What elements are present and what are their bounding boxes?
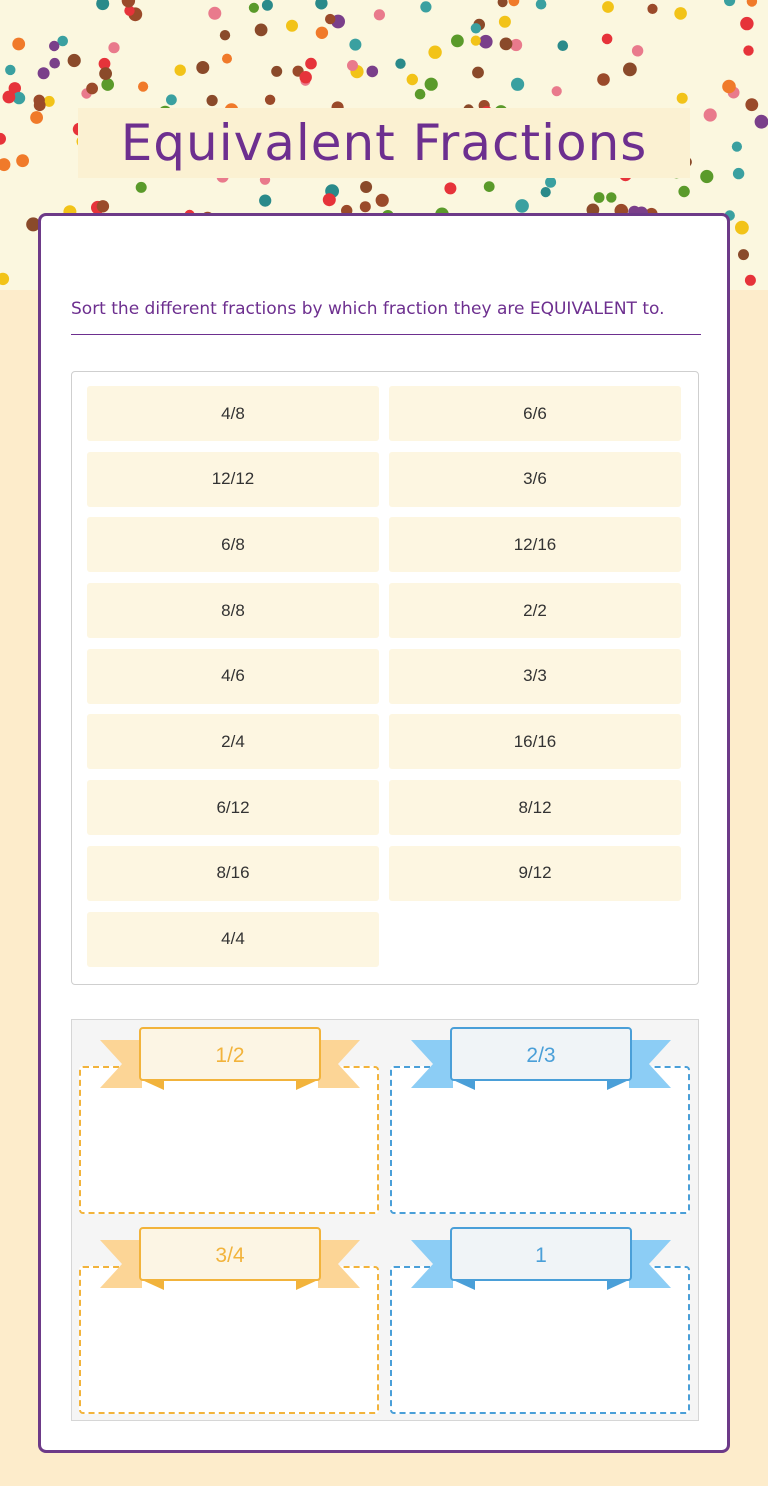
fraction-tile[interactable]: 9/12 bbox=[389, 846, 681, 901]
confetti-dot bbox=[138, 82, 148, 92]
confetti-dot bbox=[552, 86, 562, 96]
confetti-dot bbox=[262, 0, 273, 11]
confetti-dot bbox=[286, 20, 298, 32]
confetti-dot bbox=[471, 23, 481, 33]
confetti-dot bbox=[349, 39, 361, 51]
confetti-dot bbox=[99, 67, 112, 80]
confetti-dot bbox=[602, 34, 613, 45]
confetti-dot bbox=[122, 0, 135, 8]
confetti-dot bbox=[558, 40, 569, 51]
confetti-dot bbox=[722, 80, 736, 94]
sorting-bins bbox=[71, 1019, 699, 1421]
title-banner bbox=[78, 108, 690, 178]
confetti-dot bbox=[207, 95, 218, 106]
confetti-dot bbox=[743, 45, 753, 55]
bin-label: 2/3 bbox=[526, 1044, 556, 1067]
confetti-dot bbox=[2, 91, 15, 104]
confetti-dot bbox=[594, 192, 605, 203]
confetti-dot bbox=[136, 182, 147, 193]
confetti-dot bbox=[732, 142, 742, 152]
confetti-dot bbox=[484, 181, 495, 192]
confetti-dot bbox=[265, 95, 275, 105]
confetti-dot bbox=[678, 186, 689, 197]
fraction-tile[interactable]: 8/12 bbox=[389, 780, 681, 835]
fraction-tile[interactable]: 16/16 bbox=[389, 714, 681, 769]
confetti-dot bbox=[97, 200, 109, 212]
fraction-tile[interactable]: 6/6 bbox=[389, 386, 681, 441]
confetti-dot bbox=[30, 111, 43, 124]
confetti-dot bbox=[499, 16, 511, 28]
confetti-dot bbox=[733, 168, 744, 179]
confetti-dot bbox=[305, 58, 317, 70]
confetti-dot bbox=[755, 115, 768, 129]
confetti-dot bbox=[428, 46, 441, 59]
confetti-dot bbox=[597, 73, 610, 86]
confetti-dot bbox=[509, 0, 520, 6]
confetti-dot bbox=[323, 193, 336, 206]
confetti-dot bbox=[5, 65, 15, 75]
confetti-dot bbox=[249, 3, 259, 13]
confetti-dot bbox=[498, 0, 508, 7]
confetti-dot bbox=[255, 24, 268, 37]
confetti-dot bbox=[471, 36, 481, 46]
confetti-dot bbox=[196, 61, 209, 74]
confetti-dot bbox=[677, 93, 688, 104]
bin-1-2 bbox=[72, 1020, 376, 1210]
confetti-dot bbox=[347, 60, 358, 71]
confetti-dot bbox=[316, 27, 328, 39]
confetti-dot bbox=[632, 45, 643, 56]
confetti-dot bbox=[101, 78, 114, 91]
confetti-dot bbox=[325, 14, 335, 24]
confetti-dot bbox=[472, 67, 484, 79]
fraction-tile[interactable]: 3/6 bbox=[389, 452, 681, 507]
confetti-dot bbox=[222, 54, 232, 64]
confetti-dot bbox=[38, 67, 50, 79]
confetti-dot bbox=[34, 95, 45, 106]
confetti-dot bbox=[49, 58, 60, 69]
confetti-dot bbox=[271, 66, 282, 77]
confetti-dot bbox=[407, 74, 418, 85]
fraction-tile[interactable]: 6/8 bbox=[87, 517, 379, 572]
bin-label: 1 bbox=[535, 1244, 547, 1267]
fraction-tile[interactable]: 2/4 bbox=[87, 714, 379, 769]
worksheet-card bbox=[38, 213, 730, 1453]
confetti-dot bbox=[360, 201, 371, 212]
bin-label: 1/2 bbox=[215, 1044, 245, 1067]
confetti-dot bbox=[745, 275, 756, 286]
confetti-dot bbox=[0, 133, 6, 145]
confetti-dot bbox=[606, 192, 616, 202]
confetti-dot bbox=[515, 199, 529, 213]
confetti-dot bbox=[395, 59, 405, 69]
confetti-dot bbox=[511, 78, 524, 91]
confetti-dot bbox=[451, 35, 464, 48]
fraction-tile[interactable]: 8/16 bbox=[87, 846, 379, 901]
confetti-dot bbox=[704, 108, 717, 121]
confetti-dot bbox=[500, 38, 513, 51]
confetti-dot bbox=[315, 0, 327, 9]
fraction-tile[interactable]: 6/12 bbox=[87, 780, 379, 835]
confetti-dot bbox=[479, 35, 493, 49]
confetti-dot bbox=[735, 221, 749, 235]
confetti-dot bbox=[700, 170, 713, 183]
confetti-dot bbox=[745, 98, 758, 111]
confetti-dot bbox=[415, 89, 426, 100]
fraction-tile[interactable]: 8/8 bbox=[87, 583, 379, 638]
confetti-dot bbox=[49, 41, 59, 51]
confetti-dot bbox=[374, 9, 385, 20]
confetti-dot bbox=[376, 194, 389, 207]
instructions-text: Sort the different fractions by which fraction they are EQUIVALENT to. bbox=[71, 296, 701, 335]
confetti-dot bbox=[16, 154, 29, 167]
confetti-dot bbox=[300, 71, 312, 83]
confetti-dot bbox=[602, 1, 614, 13]
confetti-dot bbox=[68, 54, 81, 67]
fraction-tile[interactable]: 12/16 bbox=[389, 517, 681, 572]
bin-label: 3/4 bbox=[215, 1244, 245, 1267]
confetti-dot bbox=[0, 158, 10, 171]
confetti-dot bbox=[747, 0, 757, 7]
confetti-dot bbox=[208, 7, 221, 20]
fraction-pool bbox=[71, 371, 699, 985]
confetti-dot bbox=[166, 94, 177, 105]
confetti-dot bbox=[360, 181, 372, 193]
confetti-dot bbox=[367, 66, 379, 78]
fraction-tile[interactable]: 12/12 bbox=[87, 452, 379, 507]
confetti-dot bbox=[444, 182, 456, 194]
fraction-tile[interactable]: 4/4 bbox=[87, 912, 379, 967]
confetti-dot bbox=[536, 0, 547, 10]
fraction-tile[interactable]: 4/8 bbox=[87, 386, 379, 441]
bin-3-4 bbox=[72, 1220, 376, 1410]
confetti-dot bbox=[12, 38, 25, 51]
bin-1 bbox=[383, 1220, 687, 1410]
page-title: Equivalent Fractions bbox=[120, 114, 648, 172]
confetti-dot bbox=[740, 17, 753, 30]
confetti-dot bbox=[96, 0, 109, 10]
confetti-dot bbox=[623, 63, 637, 77]
confetti-dot bbox=[425, 78, 438, 91]
confetti-dot bbox=[108, 42, 119, 53]
confetti-dot bbox=[738, 249, 749, 260]
confetti-dot bbox=[674, 7, 687, 20]
confetti-dot bbox=[545, 177, 556, 188]
bin-2-3 bbox=[383, 1020, 687, 1210]
confetti-dot bbox=[647, 4, 657, 14]
confetti-dot bbox=[541, 187, 551, 197]
confetti-dot bbox=[724, 0, 735, 6]
fraction-tile[interactable]: 4/6 bbox=[87, 649, 379, 704]
fraction-tile[interactable]: 3/3 bbox=[389, 649, 681, 704]
confetti-dot bbox=[86, 83, 98, 95]
confetti-dot bbox=[420, 1, 431, 12]
confetti-dot bbox=[175, 65, 186, 76]
fraction-tile[interactable]: 2/2 bbox=[389, 583, 681, 638]
confetti-dot bbox=[220, 30, 230, 40]
confetti-dot bbox=[0, 273, 9, 285]
confetti-dot bbox=[259, 195, 271, 207]
